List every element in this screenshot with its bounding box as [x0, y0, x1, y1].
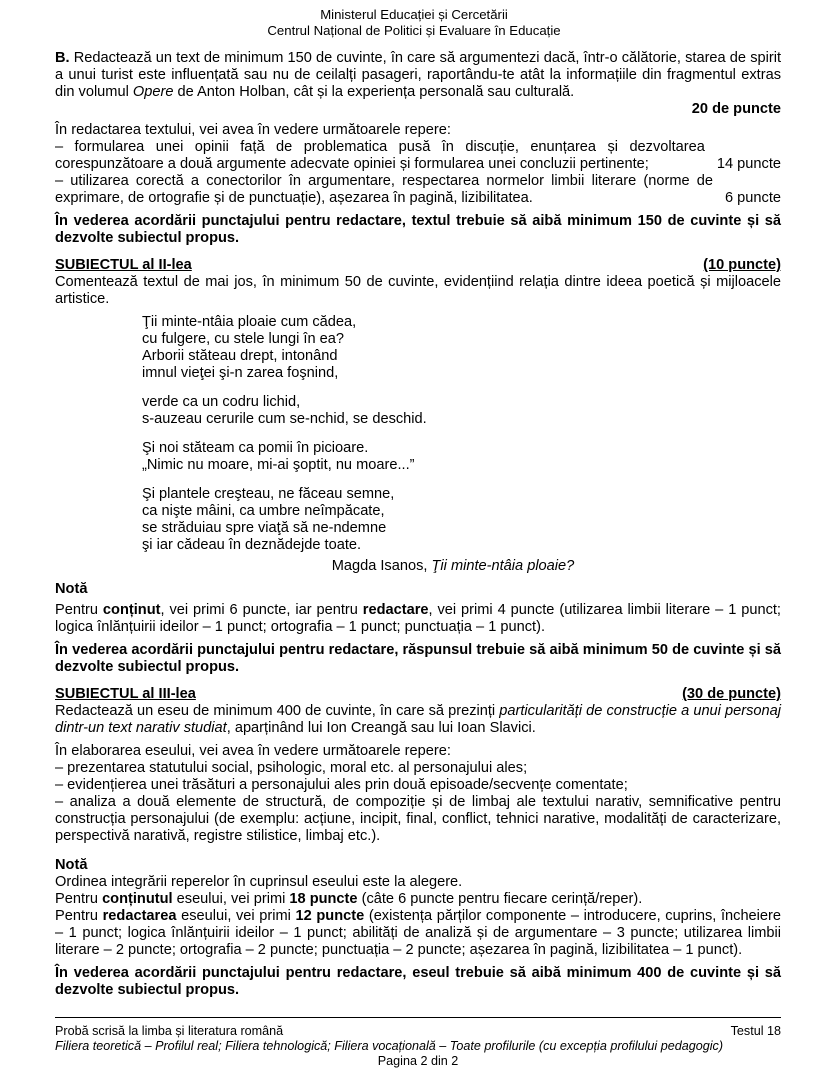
footer-test-number: Testul 18: [730, 1024, 781, 1038]
page-footer: [55, 1017, 781, 1069]
poem: [142, 314, 781, 554]
poem-line: Arborii stăteau drept, intonând: [142, 348, 338, 364]
poem-title: Ţii minte-ntâia ploaie?: [431, 558, 575, 574]
subject-3-requirement: În vederea acordării punctajului pentru redactare, eseul trebuie să aibă minimum 400 de cuvinte și să dezvolte subiectul propus.: [55, 965, 781, 998]
ministry-name: Ministerul Educației și Cercetării: [320, 7, 508, 22]
subject-3-note-3: [55, 908, 781, 959]
subject-3-task-text-end: , aparținând lui Ion Creangă sau lui Ioan Slavici.: [226, 720, 536, 736]
subject-2-task: Comentează textul de mai jos, în minimum 50 de cuvinte, evidențiind relația dintre ideea poetică și mijloacele artistice.: [55, 274, 781, 307]
note-bold-points: 18 puncte: [289, 891, 358, 907]
poem-stanza: [142, 486, 781, 554]
poem-stanza: [142, 314, 781, 382]
subject-3-points: (30 de puncte): [682, 686, 781, 702]
note-text: Pentru: [55, 891, 98, 907]
note-text: Pentru: [55, 908, 98, 924]
note-bold-points: 12 puncte: [295, 908, 365, 924]
note-bold: conținutul: [102, 891, 173, 907]
footer-profiles: [55, 1039, 781, 1054]
part-b-item-2-text: – utilizarea corectă a conectorilor în argumentare, respectarea normelor limbii literare (norme de exprimare, de ortografie și de punctuație), așezarea în pagină, lizibilitatea.: [55, 173, 713, 206]
subject-3-note-title: Notă: [55, 857, 88, 873]
poem-stanza: [142, 394, 781, 428]
list-item: – prezentarea statutului social, psihologic, moral etc. al personajului ales;: [55, 760, 528, 776]
poem-line: şi iar cădeau în deznădejde toate.: [142, 537, 362, 553]
part-b-text-end: de Anton Holban, cât și la experiența personală sau culturală.: [177, 84, 575, 100]
poem-stanza: [142, 440, 781, 474]
subject-2-points: (10 puncte): [703, 257, 781, 273]
part-b-task: [55, 50, 781, 101]
subject-3-note-2: [55, 891, 781, 908]
part-b-requirement: În vederea acordării punctajului pentru redactare, textul trebuie să aibă minimum 150 de cuvinte și să dezvolte subiectul propus.: [55, 213, 781, 246]
subject-3-task: [55, 703, 781, 737]
note-bold: redactarea: [102, 908, 177, 924]
note-text: eseului, vei primi: [181, 908, 291, 924]
poem-line: s-auzeau cerurile cum se-nchid, se deschid.: [142, 411, 427, 427]
subject-3-note-1: Ordinea integrării reperelor în cuprinsul eseului este la alegere.: [55, 874, 463, 890]
poem-line: Şi noi stăteam ca pomii în picioare.: [142, 440, 369, 456]
footer-page-number: Pagina 2 din 2: [377, 1054, 459, 1068]
note-text: , vei primi 4 puncte (utilizarea limbii literare – 1 punct; logica înlănțuirii ideilor – 1 punct; ortografia – 1 punct; punctuația – 1 punct).: [55, 602, 781, 635]
poem-author: Magda Isanos,: [331, 558, 428, 574]
center-name: Centrul Național de Politici și Evaluare în Educație: [267, 23, 561, 38]
note-text: (existența părților componente – introducere, cuprins, încheiere – 1 punct; logica înlănțuirii ideilor – 1 punct; abilități de analiză și de argumentare – 3 puncte; utilizarea limbii literare – 2 puncte; ortografia – 2 puncte; punctuația – 2 puncte; așezarea în pagină, lizibilitatea – 1 punct).: [55, 908, 782, 958]
poem-line: „Nimic nu moare, mi-ai şoptit, nu moare...”: [142, 457, 415, 473]
poem-line: verde ca un codru lichid,: [142, 394, 301, 410]
subject-2-note-title: Notă: [55, 581, 88, 597]
subject-2-heading: [55, 257, 781, 274]
part-b-text: Redactează un text de minimum 150 de cuvinte, în care să argumentezi dacă, într-o călătorie, starea de spirit a unui turist este influențată sau nu de ceilalți pasageri, raportându-te atât la informațiile din fragmentul extras din volumul: [55, 50, 782, 100]
note-text: (câte 6 puncte pentru fiecare cerință/reper).: [361, 891, 643, 907]
poem-line: se străduiau spre viaţă să ne-ndemne: [142, 520, 387, 536]
poem-line: ca nişte mâini, ca umbre neîmpăcate,: [142, 503, 385, 519]
part-b-points: 20 de puncte: [691, 101, 781, 117]
list-item: – analiza a două elemente de structură, de compoziție și de limbaj ale textului narativ, semnificative pentru construcția personajului (de exemplu: acțiune, incipit, final, conflict, tehnici narative, modalități de caracterizare, perspectivă narativă, registre stilistice, limbaj etc.).: [55, 794, 781, 844]
part-b-item-1: [55, 139, 781, 173]
subject-3-heading: [55, 686, 781, 703]
part-b-item-2-points: 6 puncte: [725, 190, 781, 206]
subject-2-note: [55, 602, 781, 636]
note-text: Pentru: [55, 602, 98, 618]
page-header: [0, 7, 828, 39]
note-text: eseului, vei primi: [176, 891, 286, 907]
list-item: – evidențierea unei trăsături a personajului ales prin două episoade/secvențe comentate;: [55, 777, 628, 793]
part-b-intro: În redactarea textului, vei avea în vedere următoarele repere:: [55, 122, 451, 138]
subject-3-task-text: Redactează un eseu de minimum 400 de cuvinte, în care să prezinți: [55, 703, 496, 719]
poem-line: cu fulgere, cu stele lungi în ea?: [142, 331, 345, 347]
subject-3-task-italic: particularități de construcție a unui personaj dintr-un text narativ studiat: [55, 703, 781, 736]
footer-row: [55, 1024, 781, 1039]
poem-line: imnul vieţei şi-n zarea foşnind,: [142, 365, 339, 381]
note-bold-content: conținut: [102, 602, 161, 618]
poem-line: Ţii minte-ntâia ploaie cum cădea,: [142, 314, 357, 330]
note-text: , vei primi 6 puncte, iar pentru: [160, 602, 358, 618]
footer-exam-name: Probă scrisă la limba și literatura română: [55, 1024, 284, 1038]
subject-2-requirement: În vederea acordării punctajului pentru redactare, răspunsul trebuie să aibă minimum 50 de cuvinte și să dezvolte subiectul propus.: [55, 642, 781, 675]
subject-3-intro: În elaborarea eseului, vei avea în vedere următoarele repere:: [55, 743, 451, 759]
note-bold-redactare: redactare: [362, 602, 429, 618]
part-b-item-1-points: 14 puncte: [716, 156, 781, 172]
subject-3-title: SUBIECTUL al III-lea: [55, 686, 196, 702]
part-b-item-1-text: – formularea unei opinii față de problematica pusă în discuție, enunțarea și dezvoltarea corespunzătoare a două argumente adecvate opiniei și formularea unei concluzii pertinente;: [55, 139, 705, 172]
footer-profiles-text: Filiera teoretică – Profilul real; Filiera tehnologică; Filiera vocațională – Toate profilurile (cu excepția profilului pedagogic): [55, 1039, 724, 1053]
part-b-work-title: Opere: [132, 84, 174, 100]
document-body: [55, 50, 781, 999]
poem-line: Şi plantele creşteau, ne făceau semne,: [142, 486, 395, 502]
subject-2-title: SUBIECTUL al II-lea: [55, 257, 192, 273]
poem-attribution: [125, 558, 781, 575]
part-b-item-2: [55, 173, 781, 207]
part-b-label: B.: [55, 50, 70, 66]
